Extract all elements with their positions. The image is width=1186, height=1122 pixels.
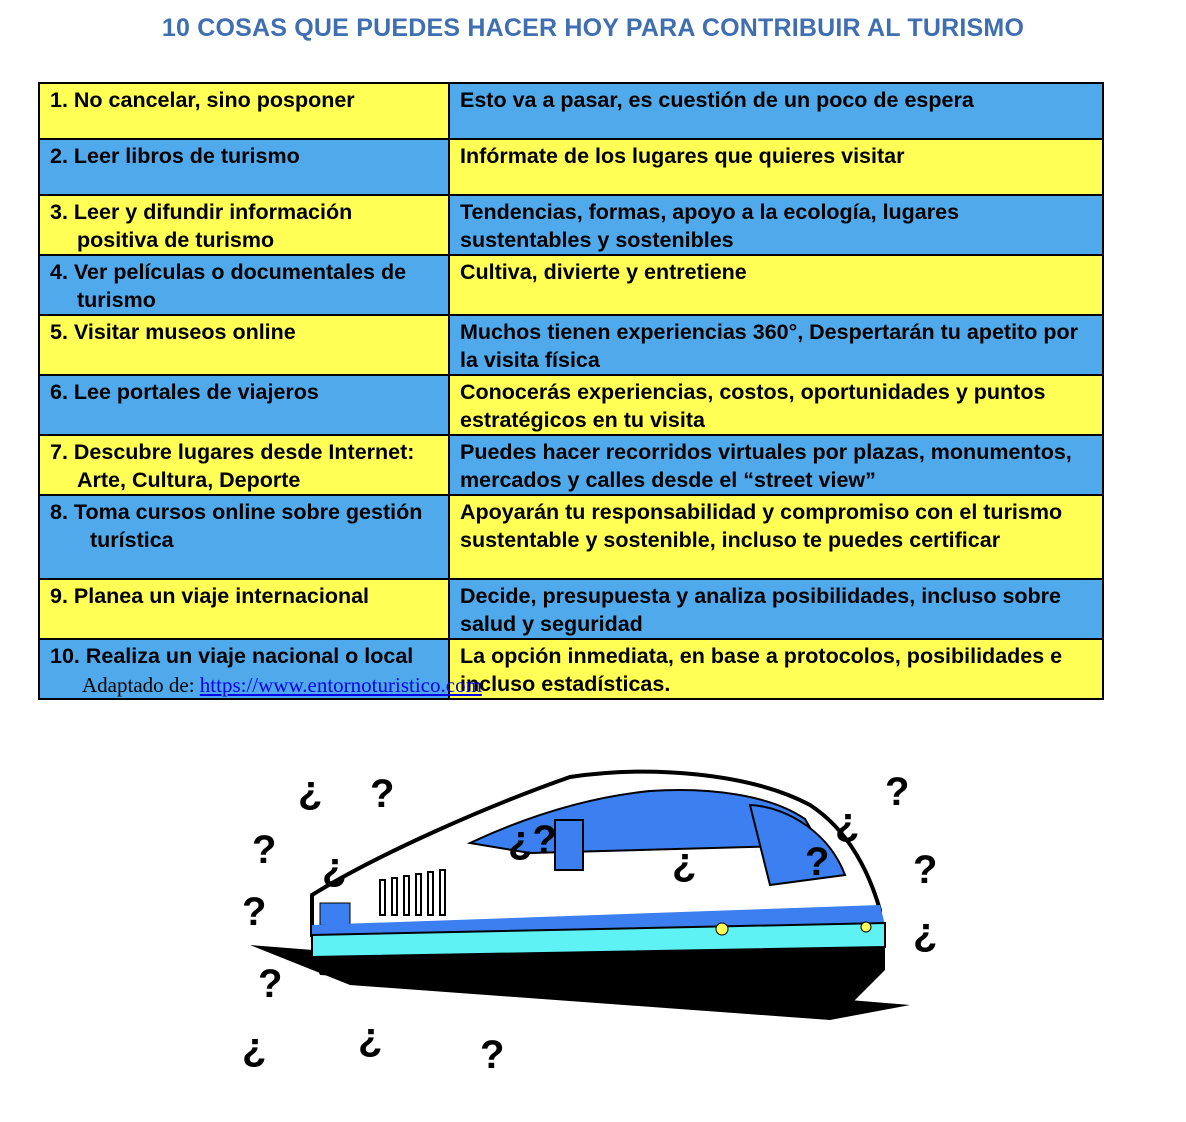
tip-title: 3. Leer y difundir información positiva de turismo xyxy=(50,200,353,252)
tips-table xyxy=(38,82,1104,700)
tip-title: 6. Lee portales de viajeros xyxy=(39,375,449,435)
inverted-question-icon: ¿ xyxy=(242,1025,267,1069)
question-icon: ? xyxy=(242,890,267,934)
inverted-question-icon: ¿ xyxy=(672,840,697,884)
train-door xyxy=(555,820,583,870)
table-row xyxy=(39,435,1103,495)
tip-description: Conocerás experiencias, costos, oportunidades y puntos estratégicos en tu visita xyxy=(449,375,1103,435)
tip-description: La opción inmediata, en base a protocolos, posibilidades e incluso estadísticas. xyxy=(449,639,1103,699)
inverted-question-icon: ¿ xyxy=(358,1015,383,1059)
inverted-question-icon: ¿ xyxy=(913,910,938,954)
source-link[interactable]: https://www.entornoturistico.com xyxy=(199,673,482,697)
question-icon: ? xyxy=(258,962,283,1006)
tip-title: 4. Ver películas o documentales de turismo xyxy=(50,260,407,312)
source-prefix: Adaptado de: xyxy=(82,673,195,697)
tip-description: Infórmate de los lugares que quieres visitar xyxy=(449,139,1103,195)
tip-title: 5. Visitar museos online xyxy=(39,315,449,375)
headlight-icon xyxy=(716,923,728,935)
tip-description: Puedes hacer recorridos virtuales por plazas, monumentos, mercados y calles desde el “street view” xyxy=(449,435,1103,495)
train-window xyxy=(320,903,350,925)
inverted-question-icon: ¿ xyxy=(322,845,347,889)
question-icon: ? xyxy=(480,1033,505,1077)
tip-title: 9. Planea un viaje internacional xyxy=(39,579,449,639)
headlight-icon xyxy=(861,922,871,932)
table-row xyxy=(39,579,1103,639)
question-icon: ? xyxy=(913,848,938,892)
page-title: 10 COSAS QUE PUEDES HACER HOY PARA CONTRIBUIR AL TURISMO xyxy=(161,14,1025,42)
source-credit xyxy=(82,673,482,698)
tip-description: Muchos tienen experiencias 360°, Despertarán tu apetito por la visita física xyxy=(449,315,1103,375)
question-icon: ? xyxy=(370,772,395,816)
table-row xyxy=(39,315,1103,375)
tip-title: 8. Toma cursos online sobre gestión turística xyxy=(50,500,423,552)
train-illustration xyxy=(230,735,950,1095)
tip-description: Tendencias, formas, apoyo a la ecología, lugares sustentables y sostenibles xyxy=(449,195,1103,255)
tip-description: Cultiva, divierte y entretiene xyxy=(449,255,1103,315)
question-icon: ? xyxy=(805,840,830,884)
tip-title: 1. No cancelar, sino posponer xyxy=(39,83,449,139)
table-row xyxy=(39,139,1103,195)
table-row xyxy=(39,495,1103,579)
table-row xyxy=(39,195,1103,255)
tip-title: 7. Descubre lugares desde Internet: Arte, Cultura, Deporte xyxy=(50,440,415,492)
table-row xyxy=(39,83,1103,139)
table-row xyxy=(39,375,1103,435)
question-icon: ? xyxy=(252,828,277,872)
tip-description: Decide, presupuesta y analiza posibilidades, incluso sobre salud y seguridad xyxy=(449,579,1103,639)
tip-title: 10. Realiza un viaje nacional o local xyxy=(50,644,414,668)
table-row xyxy=(39,255,1103,315)
inverted-question-icon: ¿ xyxy=(835,800,860,844)
inverted-question-icon: ¿ xyxy=(298,768,323,812)
tip-description: Esto va a pasar, es cuestión de un poco de espera xyxy=(449,83,1103,139)
tip-description: Apoyarán tu responsabilidad y compromiso con el turismo sustentable y sostenible, incluso te puedes certificar xyxy=(449,495,1103,579)
inverted-question-icon: ¿? xyxy=(508,818,557,862)
question-icon: ? xyxy=(885,770,910,814)
tip-title: 2. Leer libros de turismo xyxy=(39,139,449,195)
